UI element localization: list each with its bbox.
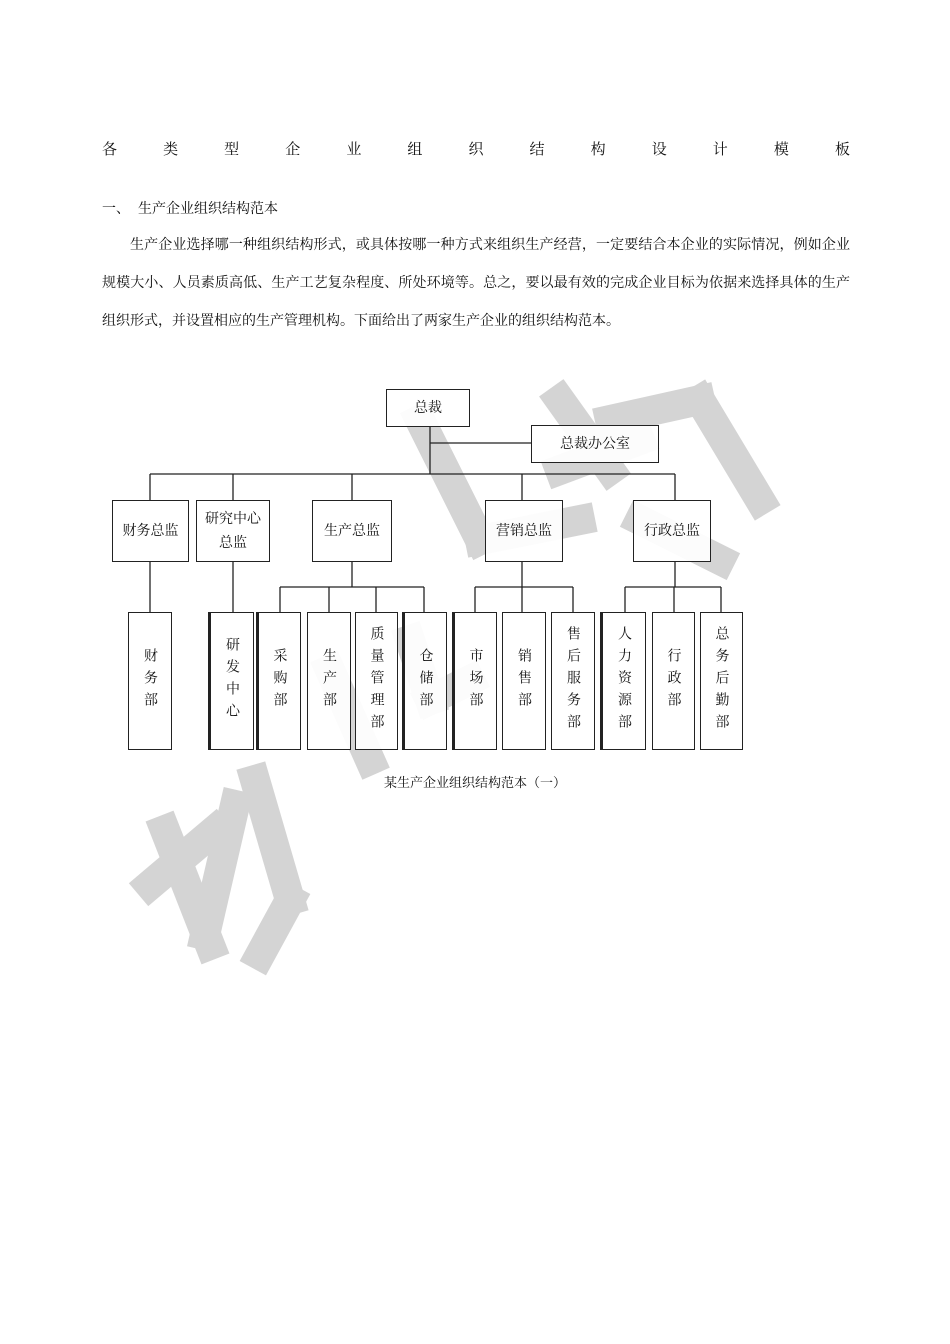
document-title-char: 模	[773, 140, 789, 158]
org-node-department	[454, 612, 497, 750]
org-node-department	[210, 612, 254, 750]
document-title-char: 类	[163, 140, 179, 158]
org-node-department	[551, 612, 595, 750]
org-node-department	[307, 612, 351, 750]
document-title-char: 织	[468, 140, 484, 158]
department-label: 市场部	[467, 648, 484, 714]
document-title-char: 组	[407, 140, 423, 158]
org-node-director: 财务总监	[112, 500, 189, 562]
department-label: 质量管理部	[368, 626, 385, 736]
document-title-char: 板	[834, 140, 850, 158]
department-label: 行政部	[665, 648, 682, 714]
document-title-char: 构	[590, 140, 606, 158]
department-label: 售后服务部	[565, 626, 581, 736]
body-paragraph: 生产企业选择哪一种组织结构形式，或具体按哪一种方式来组织生产经营，一定要结合本企业的实际情况，例如企业规模大小、人员素质高低、生产工艺复杂程度、所处环境等。总之，要以最有效的完成企业目标为依据来选择具体的生产组织形式，并设置相应的生产管理机构。下面给出了两家生产企业的组织结构范本。	[102, 237, 850, 329]
document-title-char: 计	[712, 140, 728, 158]
org-node-director-label: 研究中心总监	[205, 511, 261, 551]
org-node-department	[700, 612, 743, 750]
department-label: 总务后勤部	[713, 626, 730, 736]
org-node-department	[355, 612, 398, 750]
document-title-char: 企	[285, 140, 301, 158]
document-title-char: 各	[102, 140, 118, 158]
department-label: 财务部	[142, 648, 158, 714]
org-node-department	[602, 612, 646, 750]
department-label: 研发中心	[224, 637, 240, 725]
org-node-director	[196, 500, 270, 562]
department-label: 生产部	[321, 648, 337, 714]
department-label: 人力资源部	[616, 626, 632, 736]
department-label: 采购部	[271, 648, 288, 714]
org-node-department	[502, 612, 546, 750]
section-number: 一、	[102, 201, 130, 217]
org-node-director: 行政总监	[633, 500, 711, 562]
document-title-char: 型	[224, 140, 240, 158]
figure-caption: 某生产企业组织结构范本（一）	[383, 776, 566, 791]
department-label: 仓储部	[417, 648, 434, 714]
org-node-root: 总裁	[386, 389, 470, 427]
document-title-char: 业	[346, 140, 362, 158]
department-label: 销售部	[516, 648, 532, 714]
org-node-department	[128, 612, 172, 750]
org-node-office: 总裁办公室	[531, 425, 659, 463]
org-node-department	[258, 612, 301, 750]
org-node-director: 生产总监	[312, 500, 392, 562]
section-title: 生产企业组织结构范本	[138, 201, 278, 217]
org-node-director: 营销总监	[485, 500, 563, 562]
document-title-char: 结	[529, 140, 545, 158]
org-node-department	[404, 612, 447, 750]
org-node-department	[652, 612, 695, 750]
document-title-char: 设	[651, 140, 667, 158]
